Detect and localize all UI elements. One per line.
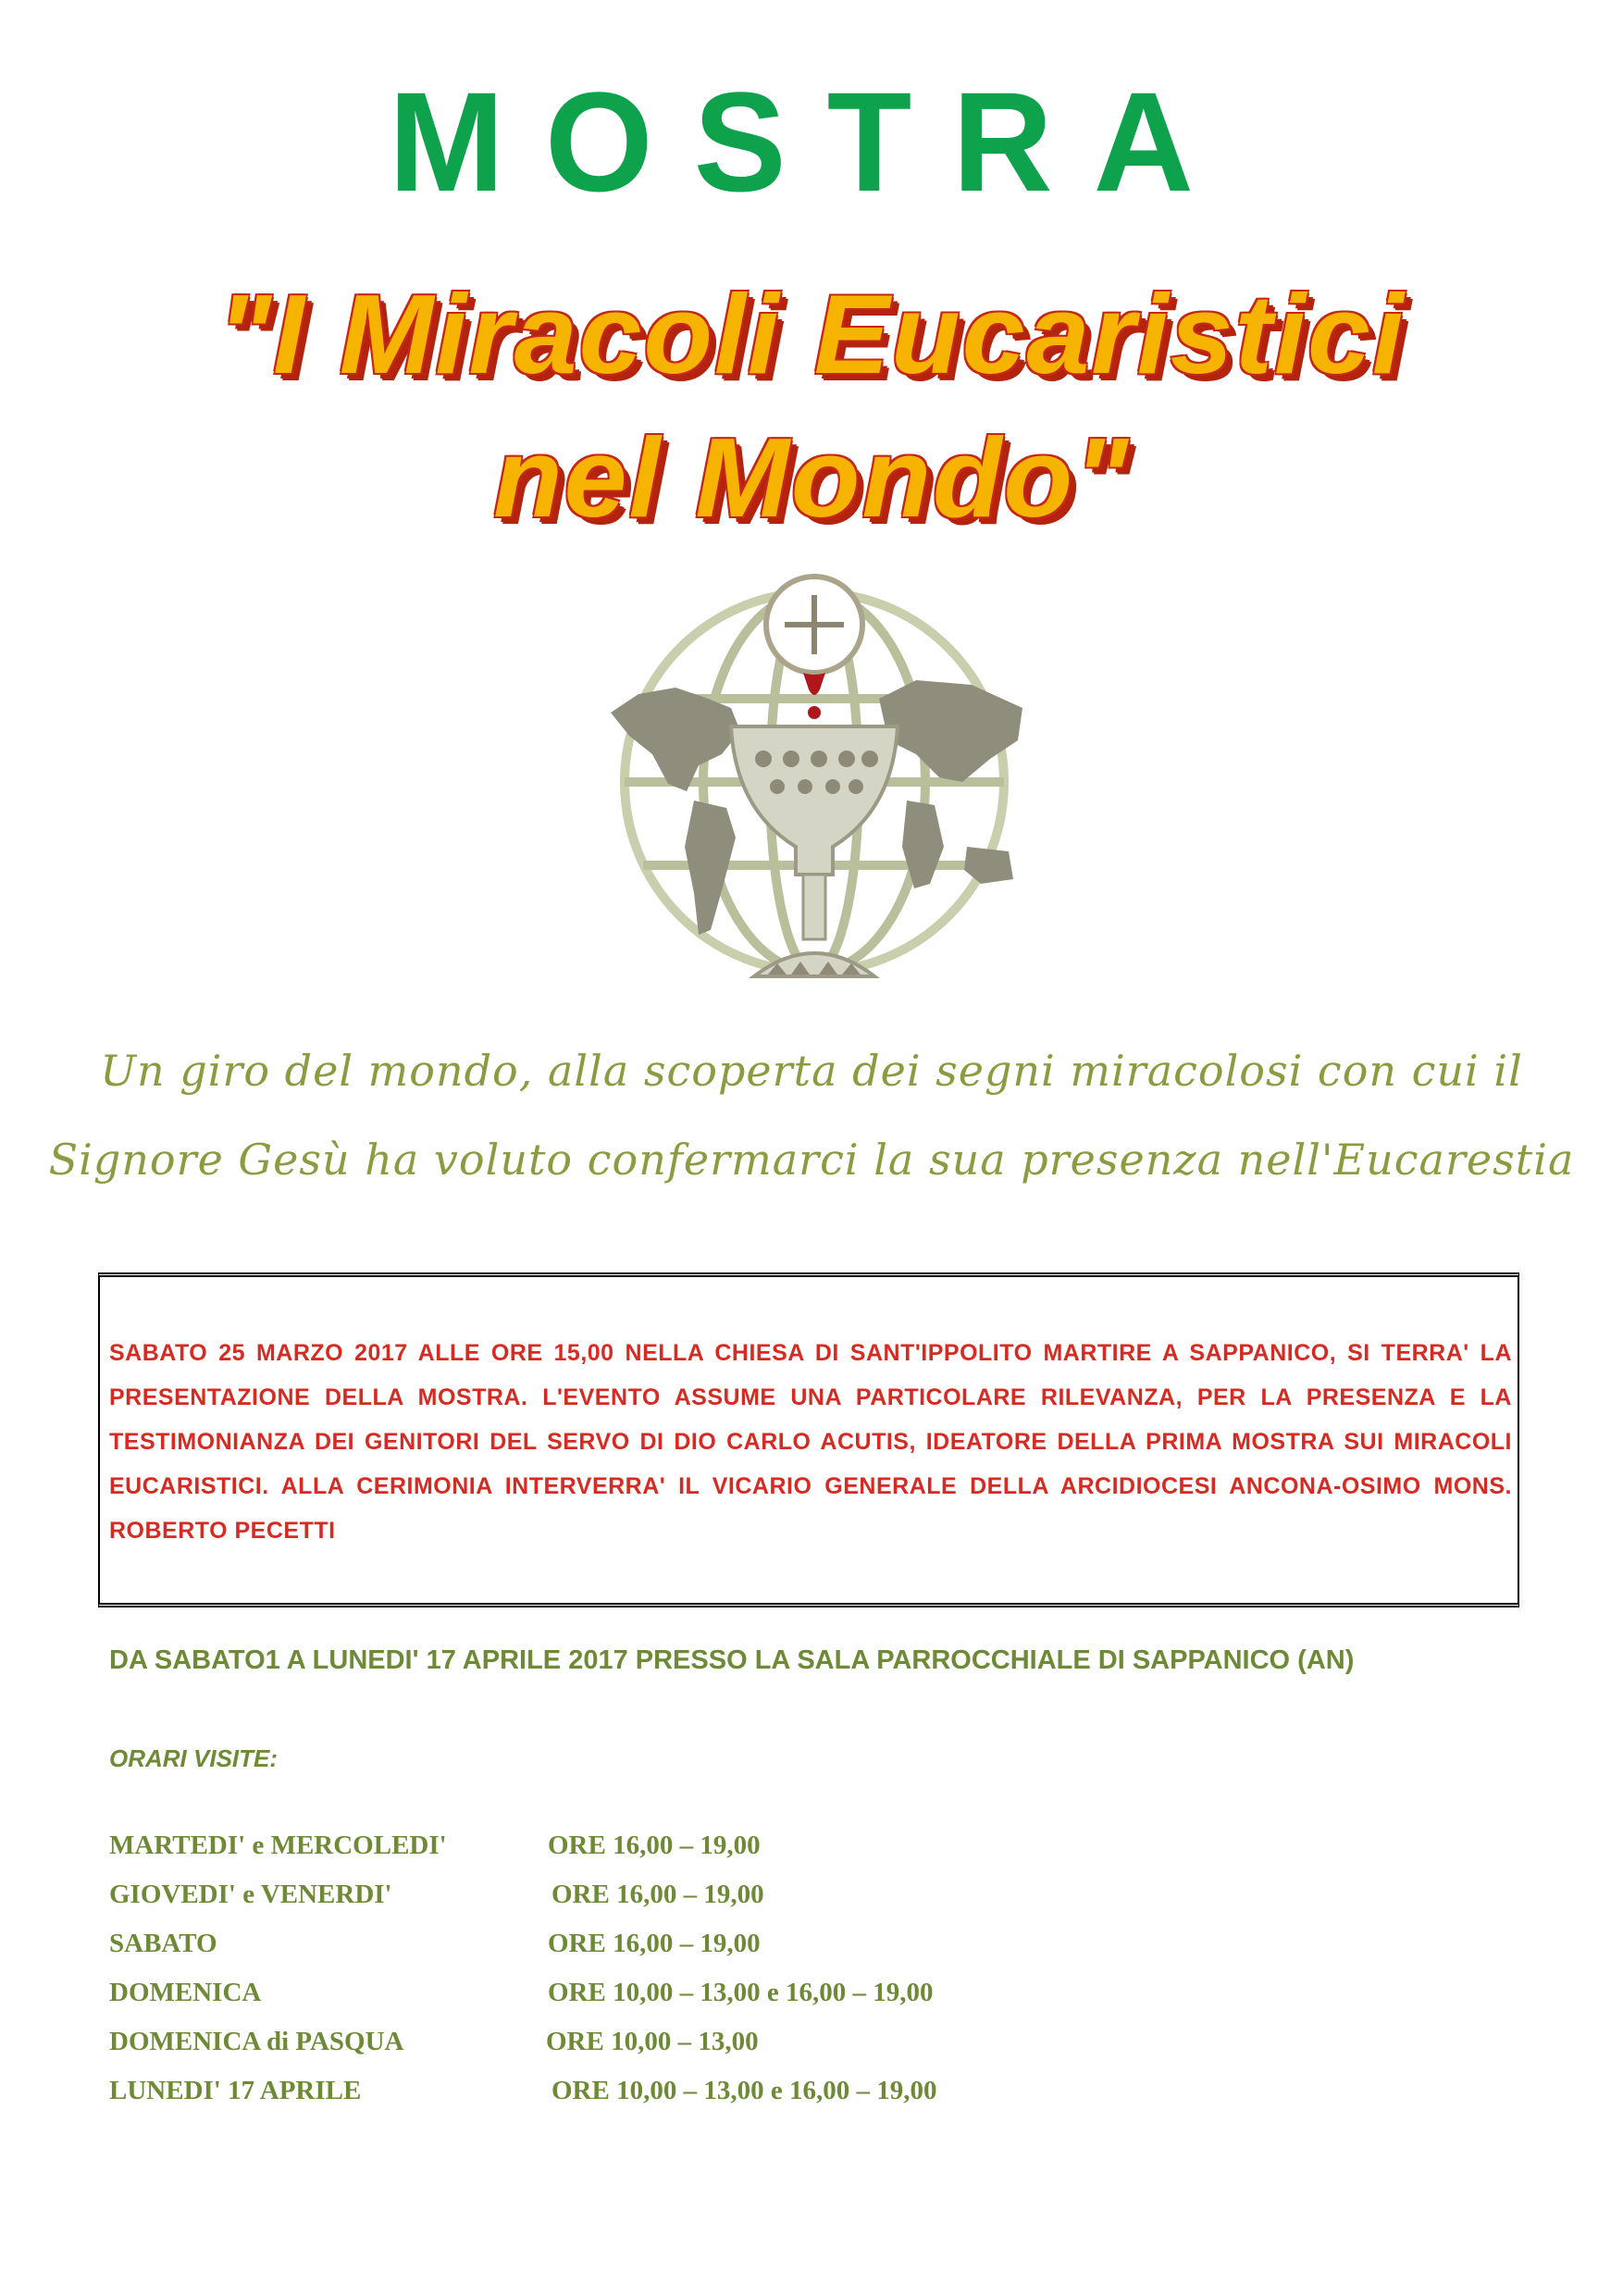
exhibition-dates: DA SABATO1 A LUNEDI' 17 APRILE 2017 PRESSO LA SALA PARROCCHIALE DI SAPPANICO (AN) xyxy=(109,1645,1355,1675)
schedule-day: LUNEDI' 17 APRILE xyxy=(109,2076,362,2105)
schedule-day: MARTEDI' e MERCOLEDI' xyxy=(109,1831,447,1860)
schedule-day: DOMENICA xyxy=(109,1978,262,2007)
schedule-day: DOMENICA di PASQUA xyxy=(109,2027,404,2056)
tagline-line-1: Un giro del mondo, alla scoperta dei segni miracolosi con cui il xyxy=(100,1046,1523,1096)
schedule-time: ORE 16,00 – 19,00 xyxy=(548,1831,761,1860)
exhibition-title-line-2: nel Mondo" xyxy=(493,415,1130,540)
schedule-time: ORE 16,00 – 19,00 xyxy=(548,1929,761,1958)
exhibition-title-line-1: "I Miracoli Eucaristici xyxy=(217,271,1406,397)
schedule-time: ORE 10,00 – 13,00 xyxy=(546,2027,759,2056)
schedule-time: ORE 16,00 – 19,00 xyxy=(551,1880,764,1909)
announcement-text: SABATO 25 MARZO 2017 ALLE ORE 15,00 NELLA CHIESA DI SANT'IPPOLITO MARTIRE A SAPPANICO, SI TERRA' LA PRESENTAZIONE DELLA MOSTRA. L'EVENTO ASSUME UNA PARTICOLARE RILEVANZA, PER LA PRESENZA E LA TESTIMONIANZA DEI GENITORI DEL SERVO DI DIO CARLO ACUTIS, IDEATORE DELLA PRIMA MOSTRA SUI MIRACOLI EUCARISTICI. ALLA CERIMONIA INTERVERRA' IL VICARIO GENERALE DELLA ARCIDIOCESI ANCONA-OSIMO MONS. ROBERTO PECETTI xyxy=(109,1340,1512,1544)
visiting-hours-label: ORARI VISITE: xyxy=(109,1744,279,1772)
schedule-day: GIOVEDI' e VENERDI' xyxy=(109,1880,392,1909)
schedule-day: SABATO xyxy=(109,1929,217,1958)
schedule-time: ORE 10,00 – 13,00 e 16,00 – 19,00 xyxy=(551,2076,937,2105)
schedule-time: ORE 10,00 – 13,00 e 16,00 – 19,00 xyxy=(548,1978,934,2007)
chalice-host-globe-icon xyxy=(601,569,1027,995)
headline: MOSTRA xyxy=(389,62,1234,221)
tagline-line-2: Signore Gesù ha voluto confermarci la sua presenza nell'Eucarestia xyxy=(48,1135,1575,1185)
